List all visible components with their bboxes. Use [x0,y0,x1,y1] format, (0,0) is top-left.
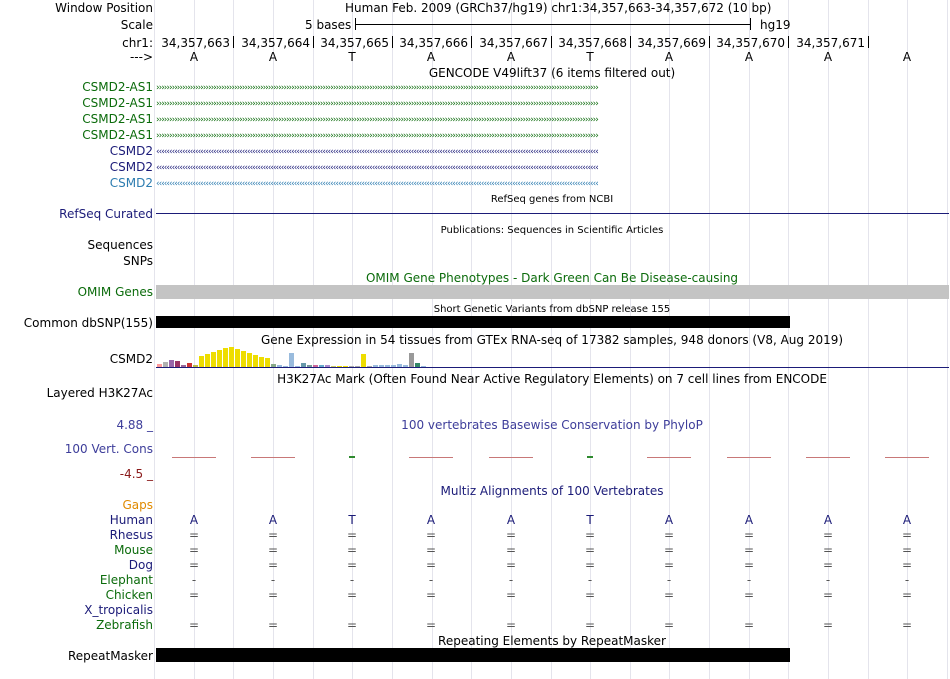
reverse-strand-arrows[interactable]: ‹‹‹‹‹‹‹‹‹‹‹‹‹‹‹‹‹‹‹‹‹‹‹‹‹‹‹‹‹‹‹‹‹‹‹‹‹‹‹‹‹‹‹‹‹‹‹‹‹‹‹‹‹‹‹‹‹‹‹‹‹‹‹‹‹‹‹‹‹‹‹‹‹‹‹‹‹‹‹‹‹‹‹‹‹‹‹‹‹‹‹‹‹‹‹‹‹‹‹‹‹‹‹‹‹‹‹‹‹‹‹‹‹‹‹‹‹‹‹‹‹‹‹‹‹‹‹‹‹‹‹‹‹‹‹‹‹‹‹‹‹‹‹‹‹‹‹‹‹‹‹‹‹‹‹‹‹‹‹‹‹‹‹‹‹‹‹‹‹‹ [156,147,598,157]
scale-assembly: hg19 [760,18,791,32]
gtex-tissue-bar[interactable] [241,351,246,367]
position-tick [471,36,472,48]
h3k27ac-title[interactable]: H3K27Ac Mark (Often Found Near Active Regulatory Elements) on 7 cell lines from ENCODE [277,372,827,386]
gtex-tissue-bar[interactable] [217,350,222,367]
phylop-max-label: 4.88 _ [116,418,153,432]
multiz-alignment-cell: = [346,528,358,542]
position-tick-label: 34,357,670 [716,36,785,50]
multiz-alignment-cell: = [663,588,675,602]
gtex-title[interactable]: Gene Expression in 54 tissues from GTEx RNA-seq of 17382 samples, 948 donors (V8, Aug 2019) [260,333,844,347]
multiz-alignment-cell: = [425,528,437,542]
phylop-negative-score[interactable] [409,457,453,458]
position-tick-label: 34,357,671 [796,36,865,50]
multiz-alignment-cell: = [584,588,596,602]
position-tick [709,36,710,48]
multiz-alignment-cell: = [267,543,279,557]
multiz-alignment-cell: - [666,573,672,587]
multiz-alignment-cell: = [822,528,834,542]
multiz-species-label[interactable]: Mouse [114,543,153,557]
gencode-item-label[interactable]: CSMD2-AS1 [82,112,153,126]
multiz-alignment-cell: - [587,573,593,587]
scale-label: Scale [120,18,153,32]
multiz-alignment-cell: - [746,573,752,587]
multiz-alignment-cell: = [901,618,913,632]
base-letter: A [823,50,833,64]
scale-bar [355,18,751,32]
chrom-label: chr1: [122,36,153,50]
multiz-alignment-cell: - [508,573,514,587]
forward-strand-arrows[interactable]: ›››››››››››››››››››››››››››››››››››››››››››››››››››››››››››››››››››››››››››››››››››››››››››››››››››››››››››››››››››››››››››››››››››››››››››››››››››››››››››››››››››››››››› [156,83,598,93]
multiz-alignment-cell: = [346,558,358,572]
gencode-title[interactable]: GENCODE V49lift37 (6 items filtered out) [428,66,676,80]
base-letter: A [189,50,199,64]
multiz-alignment-cell: = [505,528,517,542]
multiz-alignment-cell: = [663,543,675,557]
gtex-tissue-bar[interactable] [253,355,258,367]
gtex-tissue-bar[interactable] [409,353,414,367]
multiz-alignment-cell: = [188,588,200,602]
gtex-tissue-bar[interactable] [259,357,264,367]
multiz-alignment-cell: = [584,618,596,632]
position-tick-label: 34,357,663 [161,36,230,50]
multiz-alignment-cell: = [743,618,755,632]
multiz-alignment-cell: = [663,558,675,572]
position-tick [630,36,631,48]
position-tick [788,36,789,48]
publications-title[interactable]: Publications: Sequences in Scientific Articles [440,225,664,236]
repeatmasker-label[interactable]: RepeatMasker [67,649,153,663]
multiz-alignment-cell: = [425,618,437,632]
phylop-negative-score[interactable] [172,457,216,458]
multiz-alignment-cell: = [584,528,596,542]
position-tick-label: 34,357,667 [479,36,548,50]
multiz-alignment-cell: - [191,573,197,587]
gencode-item-label[interactable]: CSMD2-AS1 [82,80,153,94]
multiz-alignment-cell: = [188,558,200,572]
phylop-negative-score[interactable] [727,457,771,458]
gencode-item-label[interactable]: CSMD2 [109,160,153,174]
window-position-value[interactable]: Human Feb. 2009 (GRCh37/hg19) chr1:34,357,663-34,357,672 (10 bp) [345,1,772,15]
multiz-alignment-cell: = [901,528,913,542]
repeatmasker-feature[interactable] [156,648,790,662]
omim-label[interactable]: OMIM Genes [77,285,153,299]
reverse-strand-arrows[interactable]: ‹‹‹‹‹‹‹‹‹‹‹‹‹‹‹‹‹‹‹‹‹‹‹‹‹‹‹‹‹‹‹‹‹‹‹‹‹‹‹‹‹‹‹‹‹‹‹‹‹‹‹‹‹‹‹‹‹‹‹‹‹‹‹‹‹‹‹‹‹‹‹‹‹‹‹‹‹‹‹‹‹‹‹‹‹‹‹‹‹‹‹‹‹‹‹‹‹‹‹‹‹‹‹‹‹‹‹‹‹‹‹‹‹‹‹‹‹‹‹‹‹‹‹‹‹‹‹‹‹‹‹‹‹‹‹‹‹‹‹‹‹‹‹‹‹‹‹‹‹‹‹‹‹‹‹‹‹‹‹‹‹‹‹‹‹‹‹‹‹‹ [156,179,598,189]
gtex-tissue-bar[interactable] [361,354,366,367]
multiz-alignment-cell: - [270,573,276,587]
forward-strand-arrows[interactable]: ›››››››››››››››››››››››››››››››››››››››››››››››››››››››››››››››››››››››››››››››››››››››››››››››››››››››››››››››››››››››››››››››››››››››››››››››››››››››››››››››››››››››››› [156,115,598,125]
multiz-title[interactable]: Multiz Alignments of 100 Vertebrates [440,484,664,498]
multiz-alignment-cell: = [743,543,755,557]
phylop-title[interactable]: 100 vertebrates Basewise Conservation by PhyloP [401,418,703,432]
gtex-tissue-bar[interactable] [229,347,234,367]
multiz-alignment-cell: = [743,528,755,542]
base-letter: A [426,50,436,64]
multiz-alignment-cell: A [823,513,833,527]
multiz-alignment-cell: T [586,513,594,527]
base-letter: T [586,50,594,64]
dbsnp-label[interactable]: Common dbSNP(155) [23,316,153,330]
multiz-alignment-cell: = [822,618,834,632]
base-letter: A [744,50,754,64]
multiz-alignment-cell: A [664,513,674,527]
multiz-alignment-cell: T [348,513,356,527]
multiz-alignment-cell: = [584,558,596,572]
publications-snps-label[interactable]: SNPs [123,254,153,268]
position-tick-label: 34,357,668 [558,36,627,50]
multiz-species-label[interactable]: Dog [128,558,153,572]
forward-strand-arrows[interactable]: ›››››››››››››››››››››››››››››››››››››››››››››››››››››››››››››››››››››››››››››››››››››››››››››››››››››››››››››››››››››››››››››››››››››››››››››››››››››››››››››››››››››››››› [156,99,598,109]
base-letter: A [268,50,278,64]
multiz-species-label[interactable]: Elephant [99,573,153,587]
multiz-alignment-cell: = [505,618,517,632]
grid-line [154,0,155,679]
multiz-alignment-cell: = [425,558,437,572]
dbsnp-title[interactable]: Short Genetic Variants from dbSNP release 155 [433,304,671,315]
multiz-alignment-cell: - [349,573,355,587]
multiz-alignment-cell: - [428,573,434,587]
multiz-alignment-cell: A [744,513,754,527]
gtex-label[interactable]: CSMD2 [109,352,153,366]
phylop-negative-score[interactable] [251,457,295,458]
gtex-tissue-bar[interactable] [265,358,270,367]
multiz-species-label[interactable]: Human [109,513,153,527]
multiz-alignment-cell: - [825,573,831,587]
gencode-item-label[interactable]: CSMD2-AS1 [82,96,153,110]
multiz-alignment-cell: = [346,543,358,557]
multiz-species-label[interactable]: Zebrafish [96,618,153,632]
multiz-alignment-cell: = [267,588,279,602]
position-tick-label: 34,357,664 [241,36,310,50]
scale-text: 5 bases [305,18,352,32]
gtex-tissue-bar[interactable] [223,348,228,367]
position-tick [233,36,234,48]
multiz-alignment-cell: = [901,558,913,572]
gtex-gene-line [156,367,949,368]
multiz-gaps-label[interactable]: Gaps [122,498,153,512]
repeatmasker-title[interactable]: Repeating Elements by RepeatMasker [438,634,666,648]
multiz-alignment-cell: A [506,513,516,527]
multiz-alignment-cell: = [663,618,675,632]
base-letter: A [506,50,516,64]
multiz-alignment-cell: = [901,543,913,557]
gencode-item-label[interactable]: CSMD2 [109,176,153,190]
multiz-alignment-cell: = [188,543,200,557]
base-letter: A [664,50,674,64]
multiz-alignment-cell: A [426,513,436,527]
reverse-strand-arrows[interactable]: ‹‹‹‹‹‹‹‹‹‹‹‹‹‹‹‹‹‹‹‹‹‹‹‹‹‹‹‹‹‹‹‹‹‹‹‹‹‹‹‹‹‹‹‹‹‹‹‹‹‹‹‹‹‹‹‹‹‹‹‹‹‹‹‹‹‹‹‹‹‹‹‹‹‹‹‹‹‹‹‹‹‹‹‹‹‹‹‹‹‹‹‹‹‹‹‹‹‹‹‹‹‹‹‹‹‹‹‹‹‹‹‹‹‹‹‹‹‹‹‹‹‹‹‹‹‹‹‹‹‹‹‹‹‹‹‹‹‹‹‹‹‹‹‹‹‹‹‹‹‹‹‹‹‹‹‹‹‹‹‹‹‹‹‹‹‹‹‹‹‹ [156,163,598,173]
phylop-min-label: -4.5 _ [119,467,153,481]
omim-title[interactable]: OMIM Gene Phenotypes - Dark Green Can Be Disease-causing [365,271,739,285]
multiz-alignment-cell: = [743,558,755,572]
multiz-alignment-cell: = [425,588,437,602]
multiz-alignment-cell: A [268,513,278,527]
multiz-alignment-cell: = [188,618,200,632]
gtex-bar-graph[interactable] [156,347,516,367]
h3k27ac-label[interactable]: Layered H3K27Ac [46,386,153,400]
gtex-tissue-bar[interactable] [289,353,294,367]
multiz-alignment-cell: = [346,588,358,602]
phylop-negative-score[interactable] [489,457,533,458]
gtex-tissue-bar[interactable] [211,352,216,367]
position-tick [868,36,869,48]
position-tick [551,36,552,48]
position-tick [392,36,393,48]
refseq-feature[interactable] [156,213,949,214]
phylop-negative-score[interactable] [885,457,929,458]
phylop-label[interactable]: 100 Vert. Cons [64,442,153,456]
strand-label: ---> [129,50,153,64]
multiz-alignment-cell: = [743,588,755,602]
dbsnp-feature[interactable] [156,316,790,328]
omim-feature[interactable] [156,285,949,299]
forward-strand-arrows[interactable]: ›››››››››››››››››››››››››››››››››››››››››››››››››››››››››››››››››››››››››››››››››››››››››››››››››››››››››››››››››››››››››››››››››››››››››››››››››››››››››››››››››››››››››› [156,131,598,141]
phylop-positive-score[interactable] [587,456,593,458]
multiz-alignment-cell: = [822,588,834,602]
multiz-alignment-cell: A [189,513,199,527]
multiz-alignment-cell: = [505,543,517,557]
gtex-tissue-bar[interactable] [199,356,204,367]
gencode-item-label[interactable]: CSMD2 [109,144,153,158]
position-tick [313,36,314,48]
position-tick-label: 34,357,669 [637,36,706,50]
position-tick-label: 34,357,665 [320,36,389,50]
base-letter: T [348,50,356,64]
phylop-negative-score[interactable] [806,457,850,458]
multiz-alignment-cell: = [505,558,517,572]
window-position-label: Window Position [55,1,153,15]
multiz-alignment-cell: = [663,528,675,542]
refseq-title[interactable]: RefSeq genes from NCBI [490,194,614,205]
phylop-negative-score[interactable] [647,457,691,458]
publications-sequences-label[interactable]: Sequences [87,238,153,252]
gtex-tissue-bar[interactable] [169,360,174,367]
gtex-tissue-bar[interactable] [247,353,252,367]
multiz-species-label[interactable]: Chicken [105,588,153,602]
multiz-species-label[interactable]: Rhesus [109,528,153,542]
multiz-alignment-cell: - [904,573,910,587]
gtex-tissue-bar[interactable] [205,354,210,367]
multiz-alignment-cell: = [822,558,834,572]
multiz-species-label[interactable]: X_tropicalis [84,603,153,617]
multiz-alignment-cell: A [902,513,912,527]
multiz-alignment-cell: = [425,543,437,557]
multiz-alignment-cell: = [188,528,200,542]
multiz-alignment-cell: = [346,618,358,632]
base-letter: A [902,50,912,64]
multiz-alignment-cell: = [267,558,279,572]
multiz-alignment-cell: = [584,543,596,557]
position-tick-label: 34,357,666 [399,36,468,50]
gencode-item-label[interactable]: CSMD2-AS1 [82,128,153,142]
multiz-alignment-cell: = [267,528,279,542]
phylop-positive-score[interactable] [349,456,355,458]
multiz-alignment-cell: = [822,543,834,557]
multiz-alignment-cell: = [901,588,913,602]
refseq-label[interactable]: RefSeq Curated [59,207,153,221]
gtex-tissue-bar[interactable] [235,349,240,367]
multiz-alignment-cell: = [267,618,279,632]
multiz-alignment-cell: = [505,588,517,602]
